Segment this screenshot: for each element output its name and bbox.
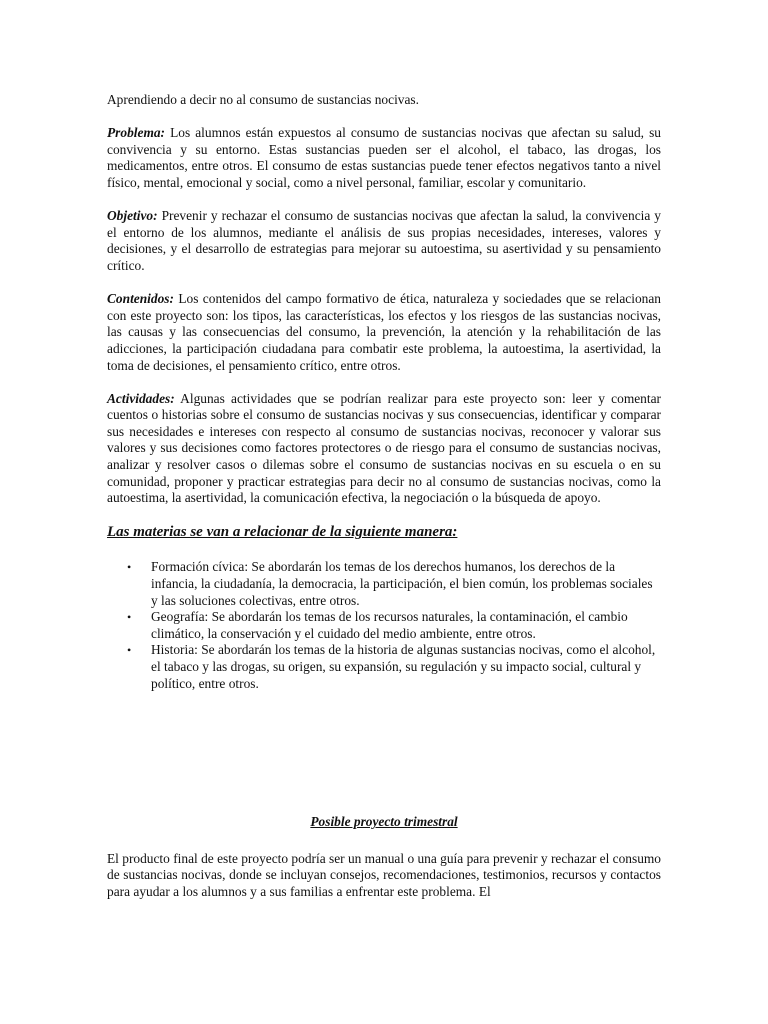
actividades-text: Algunas actividades que se podrían realizar para este proyecto son: leer y comentar cuentos o historias sobre el consumo de sustancias nocivas y sus consecuencias, identificar y comparar sus necesidades e intereses con respecto al consumo de sustancias nocivas, reconocer y valorar sus valores y sus decisiones como factores protectores o de riesgo para el consumo de sustancias nocivas, analizar y resolver casos o dilemas sobre el consumo de sustancias nocivas en su escuela o en su comunidad, proponer y practicar estrategias para decir no al consumo de sustancias nocivas, como la autoestima, la asertividad, la comunicación efectiva, la negociación o la búsqueda de apoyo. (107, 390, 661, 506)
bullet-icon: • (127, 560, 132, 575)
proyecto-heading: Posible proyecto trimestral (310, 814, 458, 830)
list-item-text: Historia: Se abordarán los temas de la historia de algunas sustancias nocivas, como el alcohol, el tabaco y las drogas, su origen, su expansión, su regulación y su impacto social, cultural y político, entre otros. (151, 642, 656, 691)
list-item-text: Geografía: Se abordarán los temas de los recursos naturales, la contaminación, el cambio climático, la conservación y el cuidado del medio ambiente, entre otros. (151, 609, 628, 641)
bullet-icon: • (127, 610, 132, 625)
list-item (107, 559, 661, 609)
objetivo-text: Prevenir y rechazar el consumo de sustancias nocivas que afectan la salud, la convivencia y el entorno de los alumnos, mediante el análisis de sus propias necesidades, intereses, valores y decisiones, y el desarrollo de estrategias para mejorar su autoestima, su asertividad y su pensamiento crítico. (107, 208, 661, 273)
actividades-label: Actividades: (107, 390, 175, 406)
list-item (107, 609, 661, 642)
proyecto-paragraph: El producto final de este proyecto podría ser un manual o una guía para prevenir y rechazar el consumo de sustancias nocivas, donde se incluyan consejos, recomendaciones, testimonios, recursos y contactos para ayudar a los alumnos y a sus familias a enfrentar este problema. El (107, 850, 662, 899)
problema-label: Problema: (107, 125, 166, 141)
problema-paragraph (107, 125, 661, 191)
objetivo-label: Objetivo: (107, 208, 158, 224)
objetivo-paragraph (107, 208, 661, 274)
bullet-icon: • (127, 643, 132, 658)
list-item-text: Formación cívica: Se abordarán los temas de los derechos humanos, los derechos de la infancia, la ciudadanía, la democracia, la participación, el bien común, los problemas sociales y las soluciones colectivas, entre otros. (151, 559, 653, 608)
list-item (107, 642, 661, 692)
materias-list (107, 559, 661, 692)
contenidos-label: Contenidos: (107, 291, 174, 307)
problema-text: Los alumnos están expuestos al consumo de sustancias nocivas que afectan su salud, su convivencia y su entorno. Estas sustancias pueden ser el alcohol, el tabaco, las drogas, los medicamentos, entre otros. El consumo de estas sustancias puede tener efectos negativos tanto a nivel físico, mental, emocional y social, como a nivel personal, familiar, escolar y comunitario. (107, 125, 661, 190)
contenidos-paragraph (107, 291, 661, 374)
intro-line: Aprendiendo a decir no al consumo de sustancias nocivas. (107, 92, 419, 107)
contenidos-text: Los contenidos del campo formativo de ética, naturaleza y sociedades que se relacionan con este proyecto son: los tipos, las características, los efectos y los riesgos de las sustancias nocivas, las causas y las consecuencias del consumo, la prevención, la atención y la rehabilitación de las adicciones, la participación ciudadana para combatir este problema, la autoestima, la asertividad, la toma de decisiones, el pensamiento crítico, entre otros. (107, 291, 661, 373)
actividades-paragraph (107, 391, 661, 507)
materias-heading: Las materias se van a relacionar de la siguiente manera: (107, 524, 458, 541)
